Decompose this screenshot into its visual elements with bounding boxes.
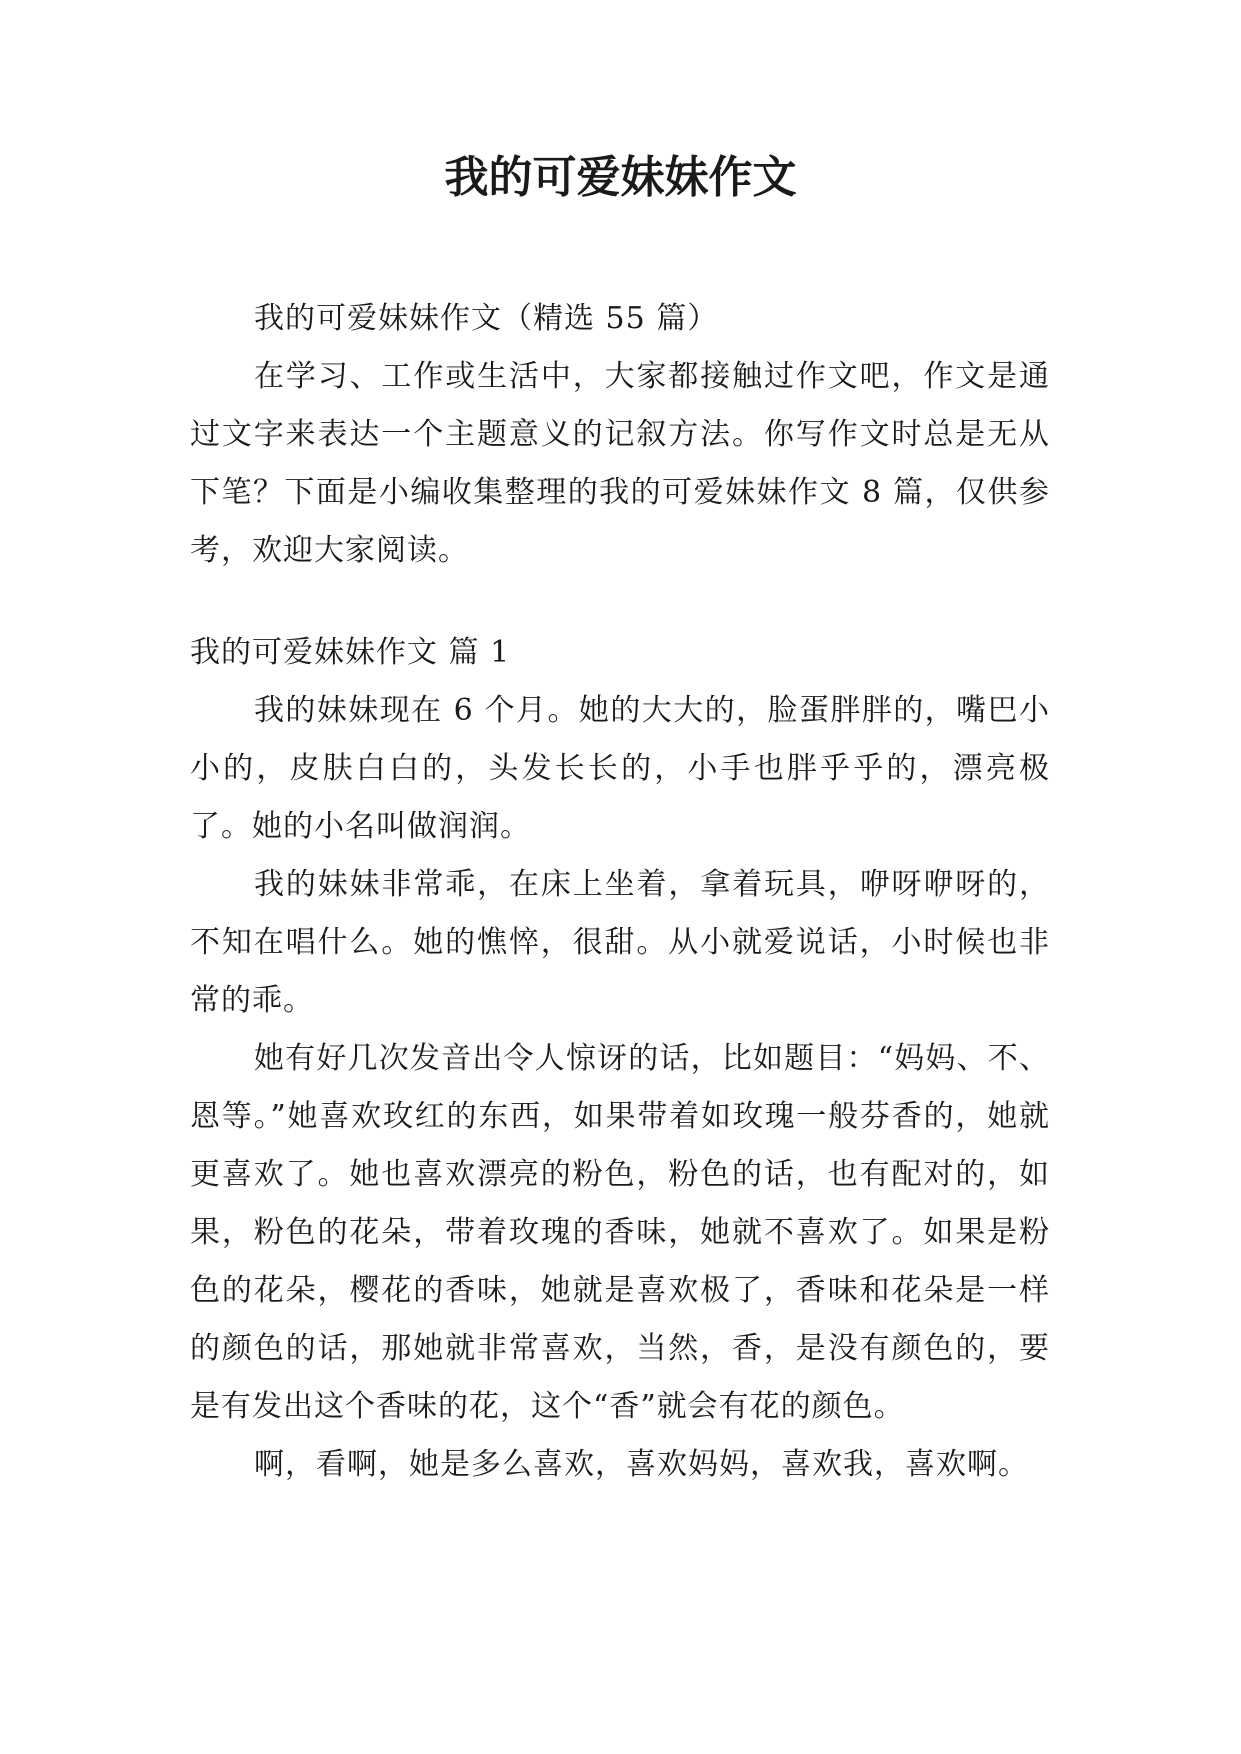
section-1-paragraph-3: 她有好几次发音出令人惊讶的话，比如题目：“妈妈、不、恩等。”她喜欢玫红的东西，如果带着如玫瑰一般芬香的，她就更喜欢了。她也喜欢漂亮的粉色，粉色的话，也有配对的，如果，粉色的花朵，带着玫瑰的香味，她就不喜欢了。如果是粉色的花朵，樱花的香味，她就是喜欢极了，香味和花朵是一样的颜色的话，那她就非常喜欢，当然，香，是没有颜色的，要是有发出这个香味的花，这个“香”就会有花的颜色。 (190, 1041, 1050, 1424)
document-title: 我的可爱妹妹作文 (444, 152, 797, 203)
section-1-paragraph-4: 啊，看啊，她是多么喜欢，喜欢妈妈，喜欢我，喜欢啊。 (254, 1447, 1029, 1482)
document-body (190, 290, 1050, 1494)
section-1-paragraph-2: 我的妹妹非常乖，在床上坐着，拿着玩具，咿呀咿呀的，不知在唱什么。她的憔悴，很甜。从小就爱说话，小时候也非常的乖。 (190, 867, 1050, 1018)
intro-heading: 我的可爱妹妹作文（精选 55 篇） (254, 301, 719, 336)
section-1-heading: 我的可爱妹妹作文 篇 1 (190, 635, 511, 670)
section-1-paragraph-1: 我的妹妹现在 6 个月。她的大大的，脸蛋胖胖的，嘴巴小小的，皮肤白白的，头发长长的，小手也胖乎乎的，漂亮极了。她的小名叫做润润。 (190, 693, 1050, 844)
intro-paragraph: 在学习、工作或生活中，大家都接触过作文吧，作文是通过文字来表达一个主题意义的记叙方法。你写作文时总是无从下笔？下面是小编收集整理的我的可爱妹妹作文 8 篇，仅供参考，欢迎大家阅读。 (190, 359, 1050, 568)
